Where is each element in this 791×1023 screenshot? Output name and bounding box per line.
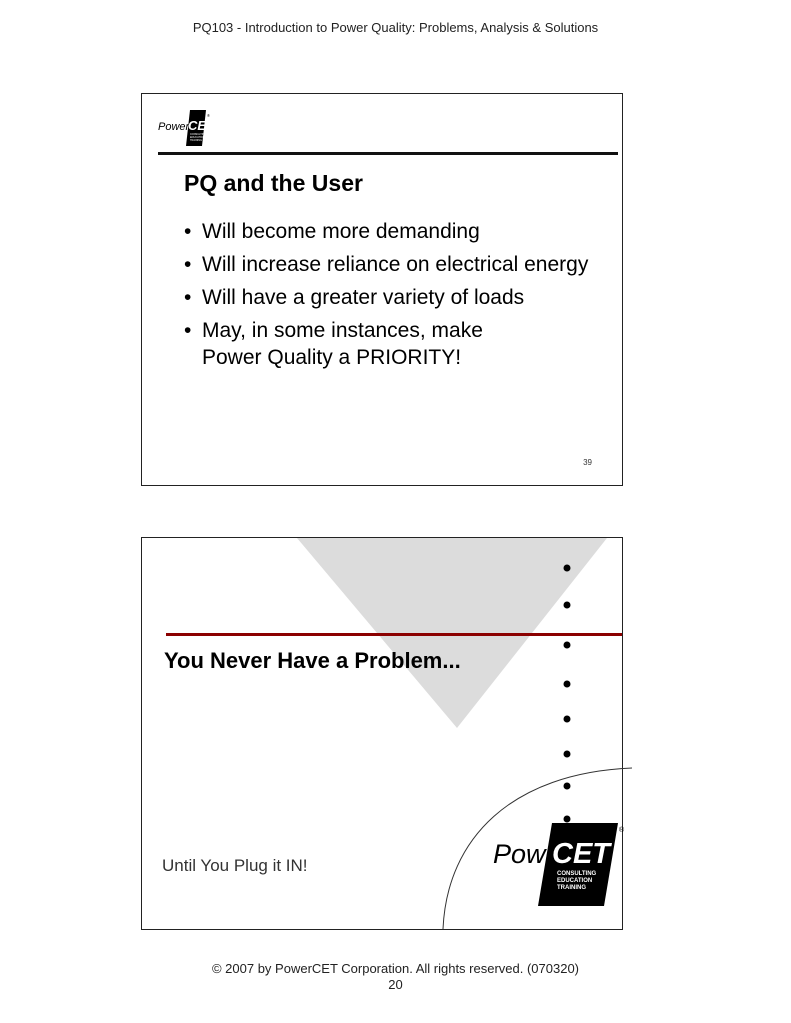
bullet-icon: •	[184, 286, 192, 309]
accent-rule	[166, 633, 622, 636]
logo-line-3: TRAINING	[557, 885, 586, 891]
slide-pq-and-the-user	[141, 93, 623, 486]
logo-word-power: Power	[493, 839, 570, 869]
slide-subtitle: Until You Plug it IN!	[162, 856, 308, 875]
decorative-dots	[564, 565, 571, 823]
logo-line-3: TRAINING	[190, 139, 202, 142]
bullet-icon: •	[184, 220, 192, 243]
header-rule	[158, 152, 618, 155]
copyright-text: © 2007 by PowerCET Corporation. All rights reserved. (070320)	[211, 961, 580, 976]
dot-icon	[564, 565, 571, 572]
bullet-text: May, in some instances, make Power Quality a PRIORITY!	[202, 319, 483, 369]
bullet-item	[184, 284, 588, 311]
bullet-text: Will increase reliance on electrical energy	[202, 253, 589, 276]
bullet-item	[184, 317, 532, 371]
slide-title: You Never Have a Problem...	[164, 648, 461, 673]
dot-icon	[564, 751, 571, 758]
bullet-item	[184, 251, 588, 278]
bullet-text: Will become more demanding	[202, 220, 480, 243]
slide-you-never-have-a-problem	[141, 537, 623, 930]
powercet-logo-large	[493, 823, 625, 906]
powercet-logo-small	[156, 108, 226, 148]
logo-registered: ®	[619, 827, 625, 834]
page-number: 20	[388, 977, 403, 992]
dot-icon	[564, 716, 571, 723]
page-header: PQ103 - Introduction to Power Quality: Problems, Analysis & Solutions	[192, 20, 599, 35]
logo-word-cet: CET	[552, 838, 610, 870]
dot-icon	[564, 783, 571, 790]
logo-line-2: EDUCATION	[557, 878, 593, 884]
logo-registered: ®	[207, 113, 210, 118]
logo-word-power: Power	[158, 121, 190, 133]
logo-line-2: EDUCATION	[190, 136, 205, 139]
bullet-item	[184, 218, 588, 245]
page-footer	[0, 961, 791, 993]
dot-icon	[564, 816, 571, 823]
dot-icon	[564, 642, 571, 649]
logo-word-cet: CET	[188, 118, 214, 133]
bullet-list	[184, 218, 588, 377]
dot-icon	[564, 681, 571, 688]
slide-title: PQ and the User	[184, 170, 363, 196]
logo-line-1: CONSULTING	[557, 871, 597, 877]
dot-icon	[564, 602, 571, 609]
bullet-icon: •	[184, 319, 192, 342]
slide-number: 39	[583, 458, 592, 467]
logo-line-1: CONSULTING	[190, 133, 207, 136]
bullet-text: Will have a greater variety of loads	[202, 286, 525, 309]
bullet-icon: •	[184, 253, 192, 276]
